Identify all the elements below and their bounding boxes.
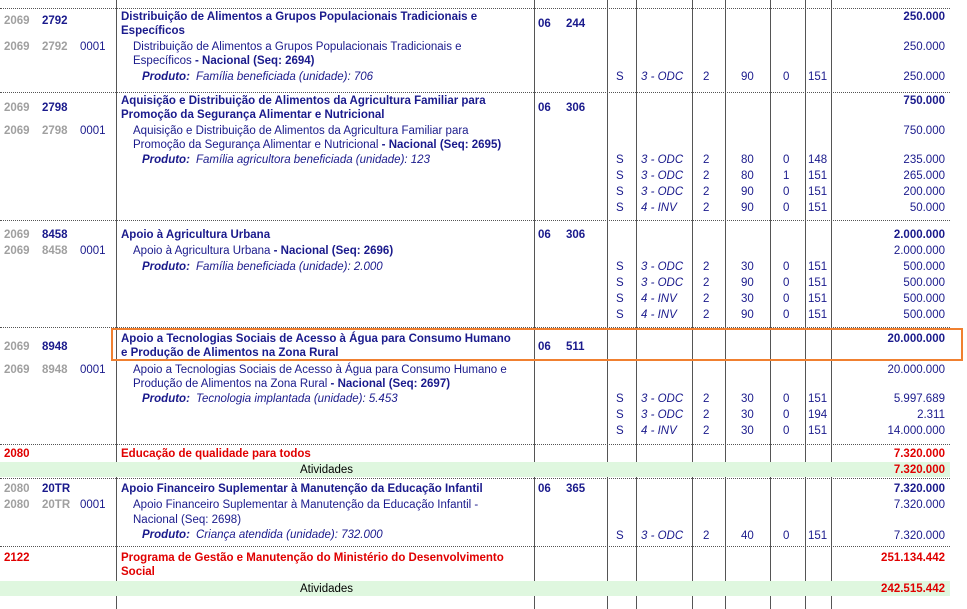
program-code: 2069 <box>4 41 30 53</box>
esfera: 06 <box>538 18 551 30</box>
program-code: 2080 <box>4 499 30 511</box>
row-divider <box>0 478 950 479</box>
detail-gnd: 4 - INV <box>641 309 677 321</box>
program-title: Educação de qualidade para todos <box>121 448 311 460</box>
localizer-title: Nacional (Seq: 2698) <box>133 514 242 526</box>
action-code: 2798 <box>42 102 68 114</box>
detail-rp: 2 <box>703 154 710 166</box>
action-title: Aquisição e Distribuição de Alimentos da Agricultura Familiar para <box>121 95 486 107</box>
program-code: 2069 <box>4 125 30 137</box>
action-code: 2792 <box>42 15 68 27</box>
detail-iu: 1 <box>783 170 790 182</box>
localizer-code: 0001 <box>80 41 106 53</box>
program-title: Programa de Gestão e Manutenção do Ministério do Desenvolvimento <box>121 552 504 564</box>
detail-mod: 30 <box>741 261 754 273</box>
action-total: 750.000 <box>903 95 945 107</box>
detail-rp: 2 <box>703 277 710 289</box>
detail-iu: 0 <box>783 309 790 321</box>
program-code: 2069 <box>4 341 30 353</box>
highlight-box <box>111 328 963 361</box>
detail-s: S <box>616 409 624 421</box>
detail-s: S <box>616 393 624 405</box>
localizer-title: Aquisição e Distribuição de Alimentos da Agricultura Familiar para <box>133 125 469 137</box>
program-code: 2080 <box>4 448 30 460</box>
detail-mod: 90 <box>741 277 754 289</box>
detail-gnd: 3 - ODC <box>641 186 684 198</box>
detail-mod: 30 <box>741 425 754 437</box>
detail-gnd: 3 - ODC <box>641 71 684 83</box>
detail-s: S <box>616 261 624 273</box>
detail-gnd: 3 - ODC <box>641 261 684 273</box>
row-divider <box>0 8 950 9</box>
detail-iu: 0 <box>783 71 790 83</box>
detail-valor: 265.000 <box>903 170 945 182</box>
detail-s: S <box>616 277 624 289</box>
detail-fte: 151 <box>808 71 828 83</box>
detail-mod: 30 <box>741 393 754 405</box>
localizer-total: 7.320.000 <box>893 499 945 511</box>
detail-valor: 500.000 <box>903 277 945 289</box>
localizer-title: Apoio Financeiro Suplementar à Manutenção da Educação Infantil - <box>133 499 479 511</box>
localizer-total: 2.000.000 <box>893 245 945 257</box>
detail-s: S <box>616 186 624 198</box>
detail-fte: 151 <box>808 261 828 273</box>
detail-rp: 2 <box>703 202 710 214</box>
detail-iu: 0 <box>783 530 790 542</box>
localizer-region: - Nacional (Seq: 2695) <box>378 139 502 151</box>
action-title: e Produção de Alimentos na Zona Rural <box>121 347 339 359</box>
detail-valor: 500.000 <box>903 309 945 321</box>
detail-gnd: 4 - INV <box>641 202 677 214</box>
detail-fte: 148 <box>808 154 828 166</box>
program-code: 2069 <box>4 364 30 376</box>
action-title: Apoio à Agricultura Urbana <box>121 229 271 241</box>
product-label: Produto: <box>142 154 190 166</box>
detail-mod: 40 <box>741 530 754 542</box>
detail-rp: 2 <box>703 293 710 305</box>
activities-label: Atividades <box>300 583 354 595</box>
funcao: 306 <box>566 229 586 241</box>
action-title: Apoio a Tecnologias Sociais de Acesso à Água para Consumo Humano <box>121 333 511 345</box>
localizer-region: - Nacional (Seq: 2696) <box>270 245 394 257</box>
detail-iu: 0 <box>783 154 790 166</box>
action-title: Distribuição de Alimentos a Grupos Populacionais Tradicionais e <box>121 11 478 23</box>
detail-rp: 2 <box>703 170 710 182</box>
program-total: 251.134.442 <box>881 552 945 564</box>
detail-rp: 2 <box>703 309 710 321</box>
detail-gnd: 3 - ODC <box>641 393 684 405</box>
localizer-title-line: Promoção da Segurança Alimentar e Nutricional <box>133 139 379 151</box>
detail-rp: 2 <box>703 425 710 437</box>
detail-fte: 151 <box>808 186 828 198</box>
row-divider <box>0 444 950 445</box>
action-total: 7.320.000 <box>893 483 945 495</box>
localizer-code: 0001 <box>80 499 106 511</box>
detail-gnd: 3 - ODC <box>641 409 684 421</box>
detail-iu: 0 <box>783 277 790 289</box>
detail-valor: 7.320.000 <box>893 530 945 542</box>
action-code: 20TR <box>42 483 71 495</box>
program-total: 7.320.000 <box>893 448 945 460</box>
program-code: 2122 <box>4 552 30 564</box>
detail-s: S <box>616 293 624 305</box>
product-value: Família agricultora beneficiada (unidade): 123 <box>196 154 430 166</box>
detail-iu: 0 <box>783 393 790 405</box>
localizer-region: - Nacional (Seq: 2694) <box>191 55 315 67</box>
detail-mod: 80 <box>741 170 754 182</box>
detail-s: S <box>616 71 624 83</box>
detail-iu: 0 <box>783 293 790 305</box>
row-divider <box>0 546 950 547</box>
detail-s: S <box>616 170 624 182</box>
activities-band <box>0 581 950 596</box>
detail-gnd: 3 - ODC <box>641 530 684 542</box>
program-code: 2069 <box>4 229 30 241</box>
detail-valor: 14.000.000 <box>887 425 945 437</box>
program-code: 2069 <box>4 102 30 114</box>
action-code: 8458 <box>42 229 68 241</box>
action-code: 2798 <box>42 125 68 137</box>
detail-iu: 0 <box>783 425 790 437</box>
program-code: 2069 <box>4 245 30 257</box>
detail-mod: 80 <box>741 154 754 166</box>
localizer-region: - Nacional (Seq: 2697) <box>327 378 451 390</box>
detail-mod: 90 <box>741 71 754 83</box>
row-divider <box>0 220 950 221</box>
action-total: 2.000.000 <box>893 229 945 241</box>
product-value: Tecnologia implantada (unidade): 5.453 <box>196 393 398 405</box>
detail-iu: 0 <box>783 202 790 214</box>
detail-rp: 2 <box>703 71 710 83</box>
detail-gnd: 3 - ODC <box>641 154 684 166</box>
product-label: Produto: <box>142 529 190 541</box>
esfera: 06 <box>538 102 551 114</box>
esfera: 06 <box>538 341 551 353</box>
detail-valor: 500.000 <box>903 261 945 273</box>
esfera: 06 <box>538 229 551 241</box>
localizer-title <box>133 138 501 152</box>
detail-s: S <box>616 202 624 214</box>
localizer-title: Apoio a Tecnologias Sociais de Acesso à Água para Consumo Humano e <box>133 364 507 376</box>
program-code: 2080 <box>4 483 30 495</box>
detail-fte: 151 <box>808 425 828 437</box>
action-title: Promoção da Segurança Alimentar e Nutricional <box>121 109 385 121</box>
esfera: 06 <box>538 483 551 495</box>
detail-valor: 200.000 <box>903 186 945 198</box>
action-title: Específicos <box>121 25 185 37</box>
detail-valor: 250.000 <box>903 71 945 83</box>
detail-gnd: 4 - INV <box>641 293 677 305</box>
detail-rp: 2 <box>703 409 710 421</box>
activities-band <box>0 462 950 477</box>
localizer-code: 0001 <box>80 364 106 376</box>
detail-fte: 151 <box>808 170 828 182</box>
action-title: Apoio Financeiro Suplementar à Manutenção da Educação Infantil <box>121 483 483 495</box>
funcao: 306 <box>566 102 586 114</box>
detail-rp: 2 <box>703 530 710 542</box>
product-value: Família beneficiada (unidade): 2.000 <box>196 261 383 273</box>
product-label: Produto: <box>142 261 190 273</box>
detail-valor: 235.000 <box>903 154 945 166</box>
localizer-code: 0001 <box>80 245 106 257</box>
localizer-title <box>133 244 393 258</box>
detail-fte: 151 <box>808 293 828 305</box>
detail-fte: 151 <box>808 309 828 321</box>
localizer-title-line: Produção de Alimentos na Zona Rural <box>133 378 328 390</box>
detail-rp: 2 <box>703 261 710 273</box>
detail-s: S <box>616 530 624 542</box>
activities-total: 7.320.000 <box>893 464 945 476</box>
detail-gnd: 3 - ODC <box>641 170 684 182</box>
detail-mod: 30 <box>741 293 754 305</box>
detail-fte: 151 <box>808 202 828 214</box>
detail-fte: 151 <box>808 393 828 405</box>
detail-fte: 151 <box>808 530 828 542</box>
product-label: Produto: <box>142 71 190 83</box>
product-label: Produto: <box>142 393 190 405</box>
activities-total: 242.515.442 <box>881 583 945 595</box>
action-code: 20TR <box>42 499 71 511</box>
action-total: 250.000 <box>903 11 945 23</box>
detail-valor: 500.000 <box>903 293 945 305</box>
detail-iu: 0 <box>783 409 790 421</box>
program-title: Social <box>121 566 155 578</box>
funcao: 511 <box>566 341 585 353</box>
action-code: 8948 <box>42 341 68 353</box>
detail-s: S <box>616 425 624 437</box>
program-code: 2069 <box>4 15 30 27</box>
localizer-title-line: Específicos <box>133 55 192 67</box>
localizer-title-line: Apoio à Agricultura Urbana <box>133 245 271 257</box>
detail-mod: 90 <box>741 309 754 321</box>
detail-mod: 30 <box>741 409 754 421</box>
detail-gnd: 3 - ODC <box>641 277 684 289</box>
action-code: 2792 <box>42 41 68 53</box>
localizer-total: 750.000 <box>903 125 945 137</box>
detail-mod: 90 <box>741 186 754 198</box>
localizer-total: 250.000 <box>903 41 945 53</box>
detail-valor: 5.997.689 <box>893 393 945 405</box>
detail-s: S <box>616 154 624 166</box>
detail-iu: 0 <box>783 186 790 198</box>
action-code: 8948 <box>42 364 68 376</box>
detail-rp: 2 <box>703 186 710 198</box>
action-total: 20.000.000 <box>887 333 945 345</box>
detail-iu: 0 <box>783 261 790 273</box>
detail-mod: 90 <box>741 202 754 214</box>
localizer-title: Distribuição de Alimentos a Grupos Populacionais Tradicionais e <box>133 41 462 53</box>
row-divider <box>0 92 950 93</box>
product-value: Criança atendida (unidade): 732.000 <box>196 529 383 541</box>
activities-label: Atividades <box>300 464 354 476</box>
localizer-code: 0001 <box>80 125 106 137</box>
detail-valor: 50.000 <box>909 202 945 214</box>
action-code: 8458 <box>42 245 68 257</box>
detail-gnd: 4 - INV <box>641 425 677 437</box>
detail-s: S <box>616 309 624 321</box>
localizer-title <box>133 54 315 68</box>
detail-fte: 194 <box>808 409 828 421</box>
localizer-title <box>133 377 450 391</box>
detail-rp: 2 <box>703 393 710 405</box>
detail-fte: 151 <box>808 277 828 289</box>
localizer-total: 20.000.000 <box>887 364 945 376</box>
product-value: Família beneficiada (unidade): 706 <box>196 71 374 83</box>
funcao: 365 <box>566 483 586 495</box>
detail-valor: 2.311 <box>917 409 945 421</box>
funcao: 244 <box>566 18 586 30</box>
